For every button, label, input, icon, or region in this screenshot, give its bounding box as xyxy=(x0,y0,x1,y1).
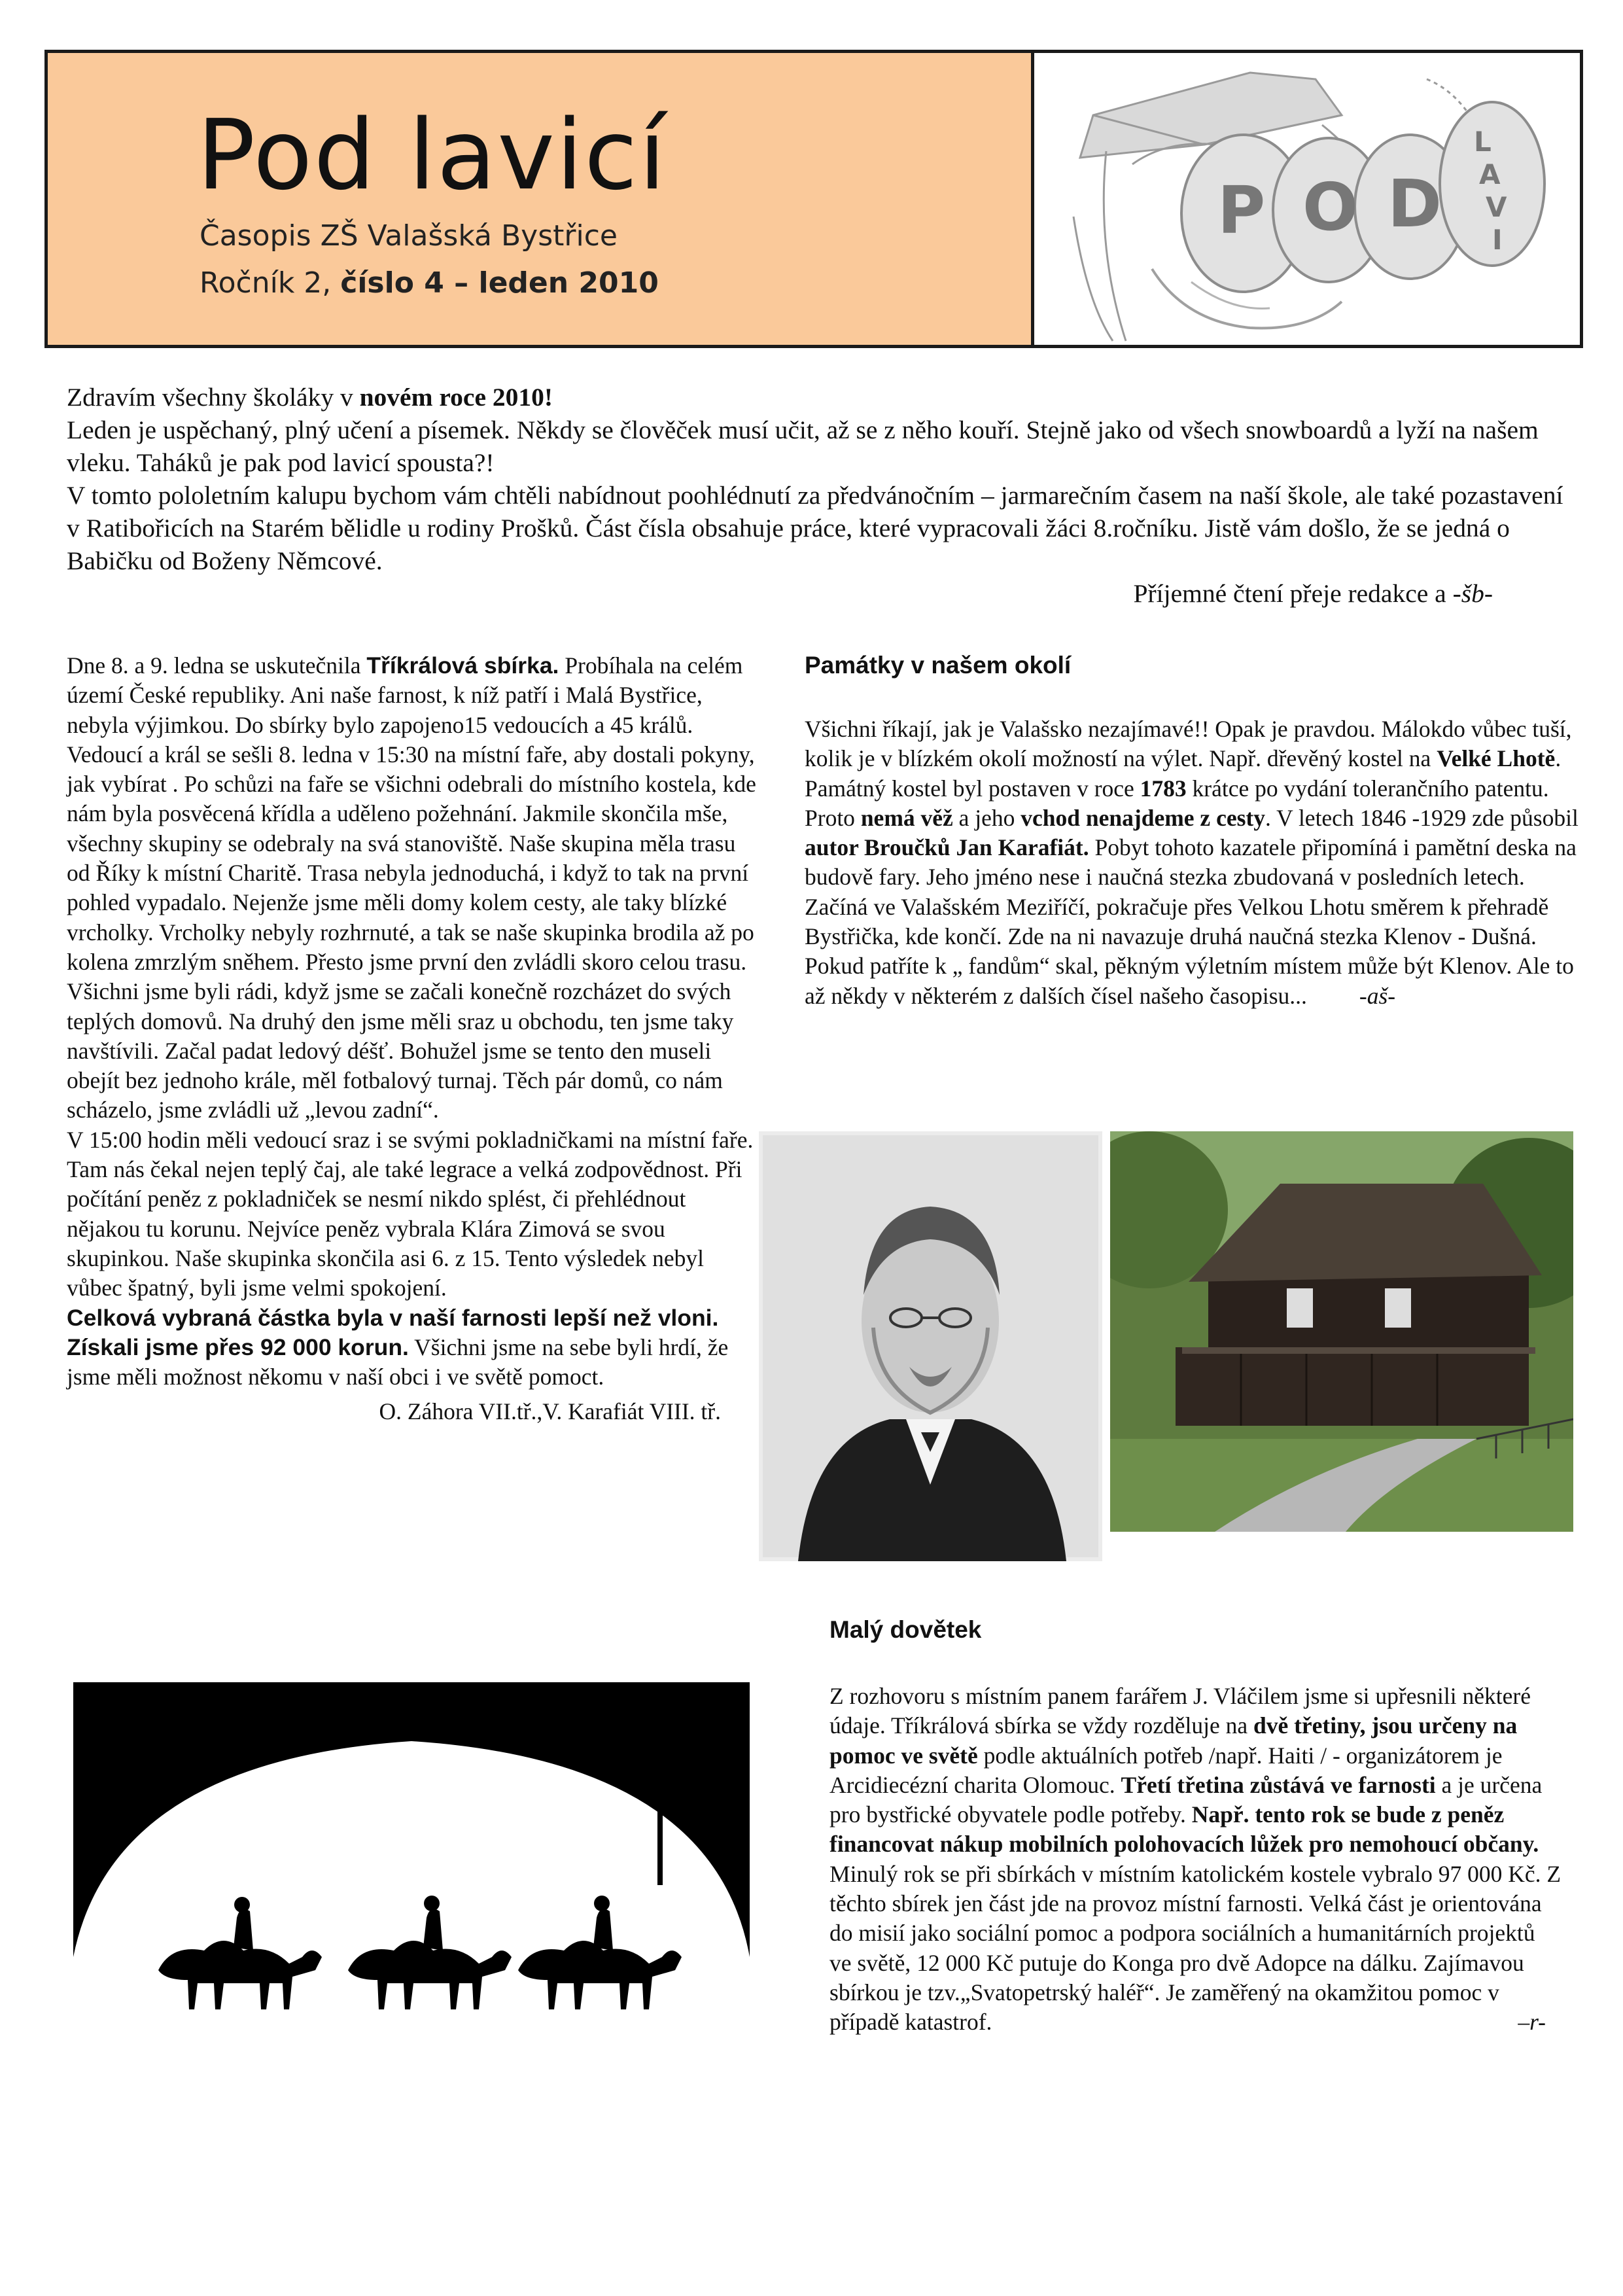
logo-drawing xyxy=(1034,53,1580,345)
article-highlight: Velké Lhotě xyxy=(1437,745,1556,772)
article-highlight: autor Broučků Jan Karafiát. xyxy=(805,834,1089,861)
article-body-2: V 15:00 hodin měli vedoucí sraz i se svými pokladničkami na místní faře. Tam nás čekal nejen teplý čaj, ale také legrace a velká zodpovědnost. Při počítání peněz z pokladniček se nesmí nikdo splést, či přehlédnout nějakou tu korunu. Nejvíce peněz vybrala Klára Zimová se svou skupinkou. Naše skupinka skončila asi 6. z 15. Tento výsledek nebyl vůbec špatný, byli jsme velmi spokojení. xyxy=(67,1126,754,1301)
article-pamatky-body xyxy=(805,715,1580,1011)
article-trikralova-sbirka xyxy=(67,651,760,1427)
svg-text:V: V xyxy=(1486,191,1507,223)
magazine-subtitle: Časopis ZŠ Valašská Bystřice xyxy=(200,219,618,253)
portrait-man-image xyxy=(759,1131,1102,1561)
wooden-church-image xyxy=(1110,1131,1573,1532)
svg-text:D: D xyxy=(1387,166,1442,242)
issue-number: číslo 4 – leden 2010 xyxy=(340,266,659,300)
article-text: podle aktuálních potřeb /např. Haiti / - organizátorem je Arcidiecézní charita Olomouc. xyxy=(829,1742,1503,1798)
intro-signature xyxy=(67,577,1565,610)
article-pamatky-signature: -aš- xyxy=(1359,982,1396,1009)
intro-signature-text: Příjemné čtení přeje redakce a xyxy=(1133,579,1453,608)
article-text: . V letech 1846 -1929 zde působil xyxy=(1265,804,1579,831)
article-highlight: dvě třetiny, jsou určeny na pomoc ve světě xyxy=(829,1712,1518,1769)
issue-prefix: Ročník 2, xyxy=(200,266,341,300)
article-text: Všichni říkají, jak je Valašsko nezajímavé!! Opak je pravdou. Málokdo vůbec tuší, kolik je v blízkém okolí možností na výlet. Např. dřevěný kostel na xyxy=(805,716,1572,772)
heading-pamatky: Památky v našem okolí xyxy=(805,652,1072,679)
svg-text:A: A xyxy=(1479,158,1501,190)
article-highlight: Např. tento rok se bude z peněz financovat nákup mobilních polohovacích lůžek pro nemohoucí občany. xyxy=(829,1801,1539,1858)
intro-paragraph-2: V tomto pololetním kalupu bychom vám chtěli nabídnout poohlédnutí za předvánočním – jarmarečním časem na naší škole, ale také pozastavení v Ratibořicích na Starém bělidle u rodiny Prošků. Část čísla obsahuje práce, které vypracovali žáci 8.ročníku. Jistě vám došlo, že se jedná o Babičku od Boženy Němcové. xyxy=(67,481,1563,575)
article-text: Pobyt tohoto kazatele připomíná i pamětní deska na budově fary. Jeho jméno nese i naučná stezka zbudovaná v posledních letech. Začíná ve Valašském Meziříčí, pokračuje přes Velkou Lhotu směrem k přehradě Bystřička, kde končí. Zde na ni navazuje druhá naučná stezka Klenov - Dušná. Pokud patříte k „ fandům“ skal, pěkným výletním místem může být Klenov. Ale to až někdy v některém z dalších čísel našeho časopisu... xyxy=(805,834,1577,1009)
masthead xyxy=(44,50,1583,348)
svg-text:L: L xyxy=(1474,126,1492,158)
article-text: Dne 8. a 9. ledna se uskutečnila xyxy=(67,652,367,679)
issue-line xyxy=(200,266,659,300)
article-body-3 xyxy=(67,1303,760,1392)
intro-greeting xyxy=(67,381,1565,414)
svg-text:O: O xyxy=(1302,169,1359,245)
article-text: Všichni jsme na sebe byli hrdí, že jsme měli možnost někomu v naší obci i ve světě pomoct. xyxy=(67,1333,729,1390)
article-text: . Památný kostel byl postaven v roce xyxy=(805,745,1562,802)
article-highlight: Celková vybraná částka byla v naší farnosti lepší než vloni. Získali jsme přes 92 000 korun. xyxy=(67,1304,719,1360)
intro-greeting-text: Zdravím všechny školáky v xyxy=(67,383,360,412)
article-dovetek-signature: –r- xyxy=(1518,2009,1546,2036)
magazine-title: Pod lavicí xyxy=(197,99,667,211)
three-kings-illustration xyxy=(73,1682,750,2068)
article-pamatky xyxy=(805,715,1580,1011)
article-dovetek-body xyxy=(829,1682,1562,2038)
article-body-1 xyxy=(67,651,760,1125)
intro-greeting-bold: novém roce 2010! xyxy=(359,383,553,412)
article-highlight: vchod nenajdeme z cesty xyxy=(1021,804,1265,831)
article-highlight: Třetí třetina zůstává ve farnosti xyxy=(1121,1771,1436,1798)
article-text: a je určena pro bystřické obyvatele podle potřeby. xyxy=(829,1771,1543,1828)
article-highlight: Tříkrálová sbírka. xyxy=(366,652,559,679)
church-photo xyxy=(1110,1131,1573,1532)
intro-signature-initials: -šb- xyxy=(1452,579,1493,608)
article-text: a jeho xyxy=(952,804,1021,831)
heading-maly-dovetek: Malý dovětek xyxy=(829,1616,982,1643)
camels-silhouette xyxy=(73,1682,750,2068)
article-highlight: nemá věž xyxy=(860,804,953,831)
article-highlight: 1783 xyxy=(1140,775,1187,802)
title-box xyxy=(48,53,1034,345)
intro-editorial xyxy=(67,381,1565,610)
article-text: Z rozhovoru s místním panem farářem J. Vláčilem jsme si upřesnili některé údaje. Tříkrálová sbírka se vždy rozděluje na xyxy=(829,1683,1531,1739)
article-text: krátce po vydání tolerančního patentu. Proto xyxy=(805,775,1549,831)
article-text: Probíhala na celém území České republiky. Ani naše farnost, k níž patří i Malá Bystřice, nebyla výjimkou. Do sbírky bylo zapojeno15 vedoucích a 45 králů. Vedoucí a král se sešli 8. ledna v 15:30 na místní faře, aby dostali pokyny, jak vybírat . Po schůzi na faře se všichni odebrali do místního kostela, kde nám byla posvěcená křídla a uděleno požehnání. Jakmile skončila mše, všechny skupiny se odebraly na svá stanoviště. Naše skupina měla trasu od Říky k místní Charitě. Trasa nebyla jednoduchá, i když to tak na první pohled vypadalo. Nejenže jsme měli domy kolem cesty, ale taky blízké vrcholky. Vrcholky nebyly rozhrnuté, a tak se naše skupinka brodila až po kolena zmrzlým sněhem. Přesto jsme první den zvládli skoro celou trasu. Všichni jsme byli rádi, když jsme se začali konečně rozcházet do svých teplých domovů. Na druhý den jsme měli sraz u obchodu, ten jsme taky navštívili. Začal padat ledový déšť. Bohužel jsme se tento den museli obejít bez jednoho krále, měl fotbalový turnaj. Těch pár domů, co nám scházelo, jsme zvládli už „levou zadní“. xyxy=(67,652,756,1123)
article-text: Minulý rok se při sbírkách v místním katolickém kostele vybralo 97 000 Kč. Z těchto sbírek jen část jde na provoz místní farnosti. Velká část je orientována do misií jako sociální pomoc a podpora sociálních a humanitárních projektů ve světě, 12 000 Kč putuje do Konga pro dvě Adopce na dálku. Zajímavou sbírkou je tzv.„Svatopetrský haléř“. Je zaměřený na okamžitou pomoc v případě katastrof. xyxy=(829,1860,1562,2036)
intro-paragraph-1: Leden je uspěchaný, plný učení a písemek. Někdy se člověček musí učit, až se z něho kouří. Stejně jako od všech snowboardů a lyží na našem vleku. Taháků je pak pod lavicí spousta?! xyxy=(67,415,1539,477)
portrait-photo xyxy=(759,1131,1102,1561)
logo-letter: P xyxy=(1217,172,1266,249)
article-maly-dovetek xyxy=(829,1682,1562,2038)
svg-text:I: I xyxy=(1492,224,1503,256)
desk-logo-sketch xyxy=(1034,53,1580,345)
article-author: O. Záhora VII.tř.,V. Karafiát VIII. tř. xyxy=(379,1398,721,1425)
